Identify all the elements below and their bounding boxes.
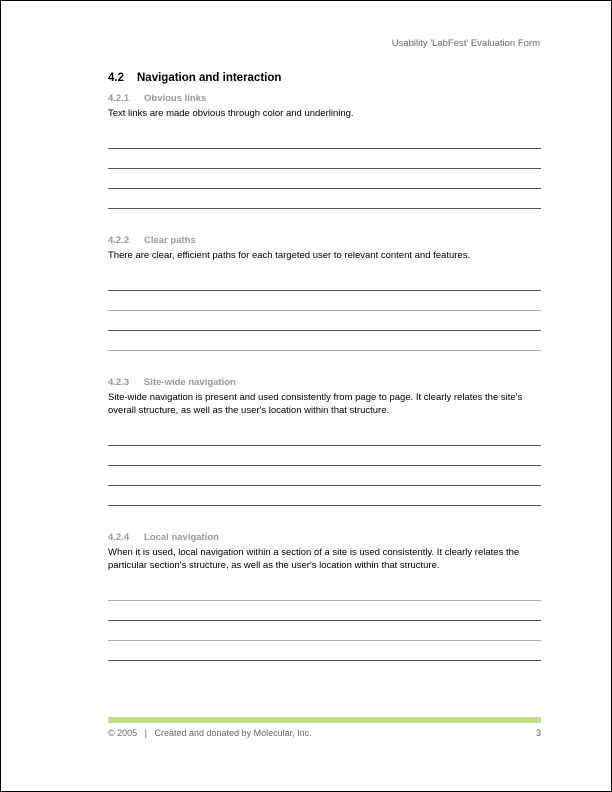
subsection-label: Clear paths (144, 235, 196, 246)
answer-line[interactable] (108, 188, 541, 189)
subsection-site-wide-navigation (108, 376, 541, 525)
subsection-label: Obvious links (144, 93, 207, 104)
footer-credit: © 2005 | Created and donated by Molecular, Inc. (108, 728, 312, 738)
answer-line[interactable] (108, 620, 541, 621)
page-number: 3 (535, 728, 541, 738)
subsection-number: 4.2.4 (108, 532, 130, 543)
subsection-local-navigation (108, 531, 541, 680)
answer-line[interactable] (108, 208, 541, 209)
subsection-number: 4.2.1 (108, 93, 130, 104)
subsection-label: Site-wide navigation (144, 377, 236, 388)
answer-line[interactable] (108, 350, 541, 351)
answer-line[interactable] (108, 445, 541, 446)
subsection-number: 4.2.2 (108, 235, 130, 246)
subsection-text: Site-wide navigation is present and used consistently from page to page. It clearly relates the site's overall structure, as well as the user's location within that structure. (108, 392, 523, 416)
section-number: 4.2 (108, 72, 124, 84)
section-heading (108, 72, 281, 84)
answer-line[interactable] (108, 148, 541, 149)
subsection-text: Text links are made obvious through color and underlining. (108, 108, 354, 119)
subsection-label: Local navigation (144, 532, 219, 543)
answer-lines (108, 148, 541, 209)
answer-line[interactable] (108, 485, 541, 486)
answer-line[interactable] (108, 290, 541, 291)
footer-accent-bar (108, 717, 541, 723)
subsection-number: 4.2.3 (108, 377, 130, 388)
subsection-clear-paths (108, 234, 541, 370)
subsection-title (108, 92, 541, 105)
answer-line[interactable] (108, 640, 541, 641)
answer-lines (108, 290, 541, 351)
answer-lines (108, 600, 541, 661)
subsection-title (108, 234, 541, 247)
subsection-text: There are clear, efficient paths for each targeted user to relevant content and features. (108, 250, 471, 261)
answer-line[interactable] (108, 330, 541, 331)
subsection-title (108, 376, 541, 389)
answer-line[interactable] (108, 660, 541, 661)
section-title: Navigation and interaction (137, 72, 282, 84)
subsection-text: When it is used, local navigation within a section of a site is used consistently. It clearly relates the particular section's structure, as well as the user's location within that structure. (108, 547, 520, 571)
answer-line[interactable] (108, 600, 541, 601)
answer-line[interactable] (108, 505, 541, 506)
subsection-title (108, 531, 541, 544)
subsection-obvious-links (108, 92, 541, 228)
answer-lines (108, 445, 541, 506)
header-title: Usability 'LabFest' Evaluation Form (391, 38, 540, 49)
answer-line[interactable] (108, 465, 541, 466)
answer-line[interactable] (108, 310, 541, 311)
answer-line[interactable] (108, 168, 541, 169)
